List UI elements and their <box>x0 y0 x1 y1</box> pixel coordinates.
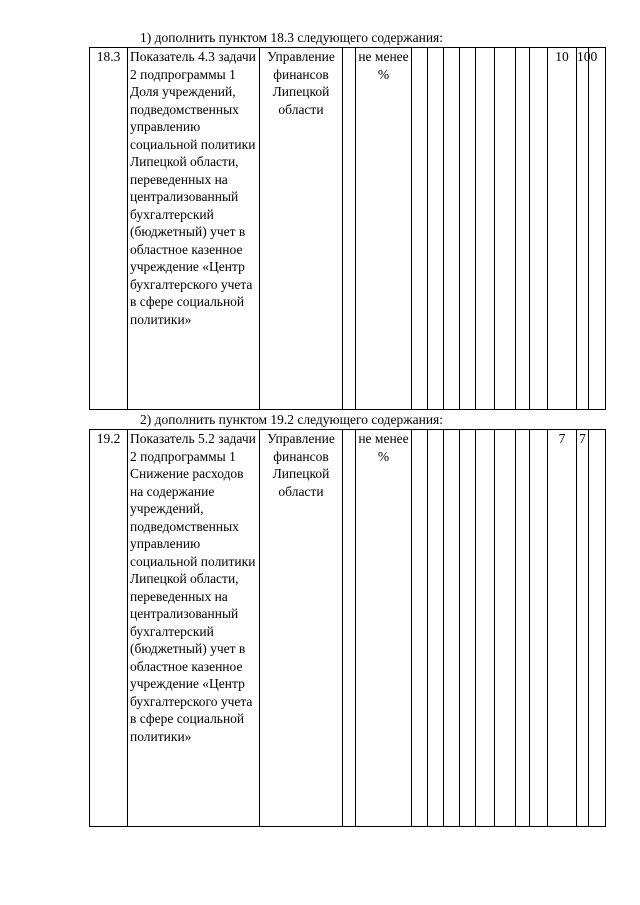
value-cell-target: 100 <box>577 48 589 410</box>
value-cell-before: 7 <box>548 430 577 827</box>
value-cell <box>460 48 476 410</box>
row-number: 19.2 <box>90 430 128 827</box>
value-cell <box>428 430 444 827</box>
value-cell <box>495 430 516 827</box>
intro-paragraph-1: 1) дополнить пунктом 18.3 следующего содержания: <box>140 30 444 45</box>
value-cell <box>516 430 530 827</box>
value-cell <box>476 430 495 827</box>
value-cell-before: 10 <box>548 48 577 410</box>
value-cell <box>530 430 548 827</box>
value-cell-target: 7 <box>577 430 589 827</box>
value-cell <box>460 430 476 827</box>
intro-paragraph-2: 2) дополнить пунктом 19.2 следующего содержания: <box>140 412 444 427</box>
value-cell <box>589 430 606 827</box>
value-cell <box>412 430 428 827</box>
indicator-table-2 <box>89 429 606 827</box>
unit-of-measure: не менее % <box>356 48 412 410</box>
indicator-name: Показатель 4.3 задачи 2 подпрограммы 1 Доля учреждений, подведомственных управлению социальной политики Липецкой области, переведенных на централизованный бухгалтерский (бюджетный) учет в областное казенное учреждение «Центр бухгалтерского учета в сфере социальной политики» <box>128 48 260 410</box>
row-number: 18.3 <box>90 48 128 410</box>
responsible-executor: Управление финансов Липецкой области <box>260 48 343 410</box>
value-cell <box>428 48 444 410</box>
value-cell <box>412 48 428 410</box>
value-cell <box>516 48 530 410</box>
indicator-table-1 <box>89 47 606 410</box>
value-cell <box>476 48 495 410</box>
empty-cell <box>343 48 356 410</box>
value-cell <box>530 48 548 410</box>
unit-of-measure: не менее % <box>356 430 412 827</box>
value-cell <box>495 48 516 410</box>
value-cell <box>589 48 606 410</box>
table-row <box>90 48 606 410</box>
indicator-name: Показатель 5.2 задачи 2 подпрограммы 1 Снижение расходов на содержание учреждений, подведомственных управлению социальной политики Липецкой области, переведенных на централизованный бухгалтерский (бюджетный) учет в областное казенное учреждение «Центр бухгалтерского учета в сфере социальной политики» <box>128 430 260 827</box>
responsible-executor: Управление финансов Липецкой области <box>260 430 343 827</box>
value-cell <box>444 430 460 827</box>
empty-cell <box>343 430 356 827</box>
value-cell <box>444 48 460 410</box>
table-row <box>90 430 606 827</box>
